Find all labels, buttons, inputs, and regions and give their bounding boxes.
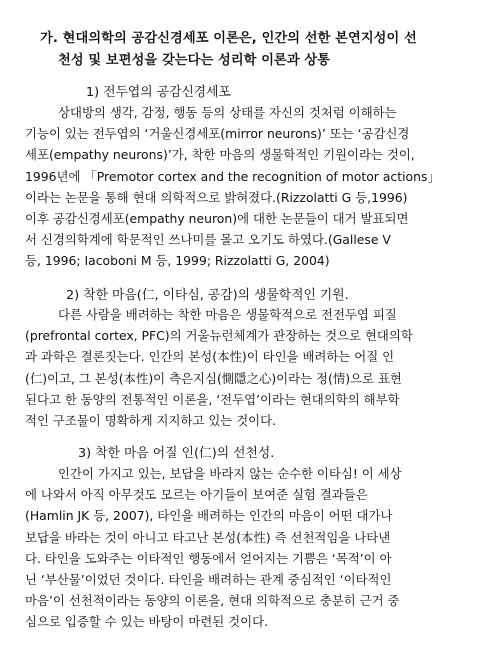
- paragraph-line: 닌 ‘부산물’이었던 것이다. 타인을 배려하는 관계 중심적인 ‘이타적인: [25, 572, 392, 588]
- paragraph-line: 세포(empathy neurons)’가, 착한 마음의 생물학적인 기원이라는 것이,: [25, 147, 415, 163]
- paragraph-line: 에 나와서 아직 아무것도 모르는 아기들이 보여준 실험 결과들은: [25, 487, 368, 503]
- paragraph-line: 적인 구조물이 명확하게 지지하고 있는 것이다.: [25, 413, 277, 429]
- paragraph-line: 인간이 가지고 있는, 보답을 바라지 않는 순수한 이타심! 이 세상: [58, 466, 402, 481]
- paragraph-line: 과 과학은 결론짓는다. 인간의 본성(本性)이 타인을 배려하는 어질 인: [25, 349, 395, 365]
- paragraph-line: 다. 타인을 도와주는 이타적인 행동에서 얻어지는 기쁨은 ‘목적’이 아: [25, 550, 392, 566]
- paragraph-line: 기능이 있는 전두엽의 ‘거울신경세포(mirror neurons)’ 또는 ‘공감신경: [25, 126, 410, 142]
- heading-line-2: 천성 및 보편성을 갖는다는 성리학 이론과 상통: [58, 53, 331, 68]
- section1-paragraph: [25, 102, 465, 272]
- section-heading: [40, 28, 470, 72]
- paragraph-line: 서 신경의학계에 학문적인 쓰나미를 몰고 오기도 하였다.(Gallese V: [25, 232, 391, 248]
- section2-title: 2) 착한 마음(仁, 이타심, 공감)의 생물학적인 기원.: [66, 288, 349, 303]
- paragraph-line: 1996년에 「Premotor cortex and the recognition of motor actions」: [25, 168, 440, 184]
- paragraph-line: 이후 공감신경세포(empathy neuron)에 대한 논문들이 대거 발표되면: [25, 211, 409, 227]
- paragraph-line: (仁)이고, 그 본성(本性)이 측은지심(惻隱之心)이라는 정(情)으로 표현: [25, 370, 402, 386]
- paragraph-line: 등, 1996; Iacoboni M 등, 1999; Rizzolatti G, 2004): [25, 253, 330, 269]
- paragraph-line: 보답을 바라는 것이 아니고 타고난 본성(本性) 즉 선천적임을 나타낸: [25, 529, 391, 545]
- section3-paragraph: [25, 463, 465, 633]
- paragraph-line: 된다고 한 동양의 전통적인 이론을, ‘전두엽’이라는 현대의학의 해부학: [25, 391, 400, 407]
- paragraph-line: 이라는 논문을 통해 현대 의학적으로 밝혀졌다.(Rizzolatti G 등,1996): [25, 189, 408, 205]
- paragraph-line: (prefrontal cortex, PFC)의 거울뉴런체계가 관장하는 것으로 현대의학: [25, 328, 413, 344]
- heading-line-1: 가. 현대의학의 공감신경세포 이론은, 인간의 선한 본연지성이 선: [40, 31, 417, 46]
- section2-paragraph: [25, 304, 465, 431]
- section1-title: 1) 전두엽의 공감신경세포: [86, 85, 231, 100]
- paragraph-line: (Hamlin JK 등, 2007), 타인을 배려하는 인간의 마음이 어떤 대가나: [25, 508, 393, 524]
- paragraph-line: 다른 사람을 배려하는 착한 마음은 생물학적으로 전전두엽 피질: [58, 307, 397, 322]
- paragraph-line: 심으로 입증할 수 있는 바탕이 마련된 것이다.: [25, 614, 269, 630]
- paragraph-line: 상대방의 생각, 감정, 행동 등의 상태를 자신의 것처럼 이해하는: [58, 105, 397, 120]
- paragraph-line: 마음’이 선천적이라는 동양의 이론을, 현대 의학적으로 충분히 근거 중: [25, 593, 400, 609]
- section3-title: 3) 착한 마음 어질 인(仁)의 선천성.: [78, 446, 275, 461]
